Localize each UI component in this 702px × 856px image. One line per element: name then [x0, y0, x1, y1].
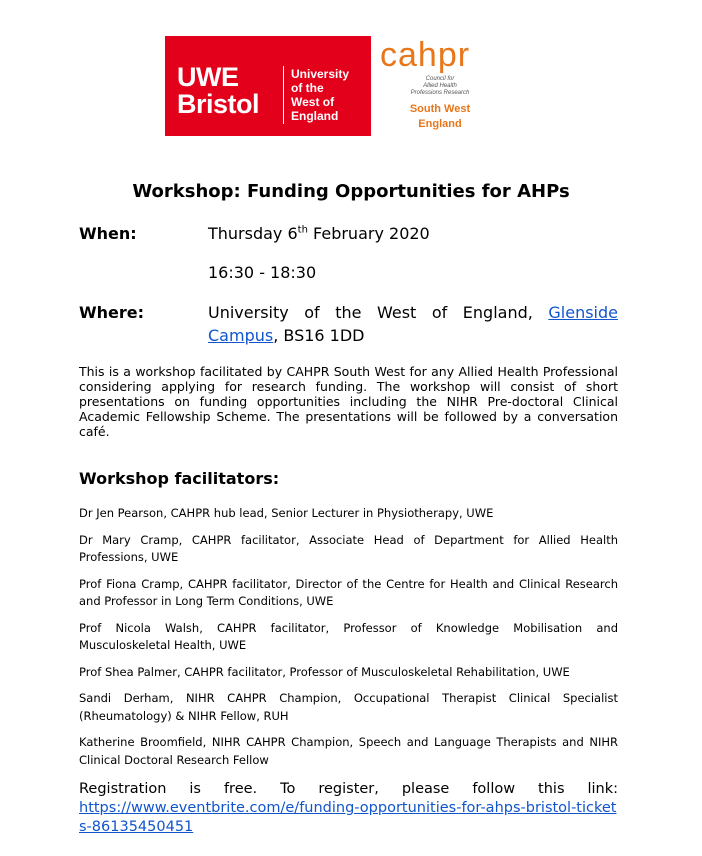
cahpr-logo — [378, 36, 498, 136]
where-postcode: , BS16 1DD — [273, 326, 365, 345]
date-ordinal: th — [297, 224, 308, 236]
uwe-logo-divider — [283, 66, 284, 124]
cahpr-region-line: England — [418, 118, 462, 130]
date-text-rest: February 2020 — [307, 224, 430, 243]
cahpr-subtitle-line: Professions Research — [410, 90, 470, 96]
cahpr-wordmark: cahpr — [380, 36, 471, 74]
facilitator-item: Dr Mary Cramp, CAHPR facilitator, Associate Head of Department for Allied Health Professions, UWE — [79, 532, 618, 564]
where-venue: University of the West of England, — [208, 303, 533, 322]
cahpr-subtitle — [382, 76, 498, 97]
uwe-logo-line1: UWE — [177, 62, 239, 92]
glenside-campus-link-part2[interactable]: Campus — [208, 326, 274, 345]
facilitator-item: Prof Fiona Cramp, CAHPR facilitator, Director of the Centre for Health and Clinical Research and Professor in Long Term Conditions, UWE — [79, 576, 618, 608]
when-label: When: — [79, 224, 137, 243]
where-line-2 — [208, 325, 365, 347]
uwe-university-line: of the — [291, 81, 324, 95]
uwe-bristol-logo — [165, 36, 371, 136]
when-date — [208, 223, 430, 245]
page-title: Workshop: Funding Opportunities for AHPs — [132, 181, 570, 202]
facilitator-item: Dr Jen Pearson, CAHPR hub lead, Senior Lecturer in Physiotherapy, UWE — [79, 506, 494, 520]
uwe-bristol-wordmark — [177, 64, 259, 118]
glenside-campus-link-part1[interactable]: Glenside — [548, 303, 618, 322]
intro-paragraph: This is a workshop facilitated by CAHPR South West for any Allied Health Professional considering applying for research funding. The workshop will consist of short presentations on funding opportunities including the NIHR Pre-doctoral Clinical Academic Fellowship Scheme. The presentations will be followed by a conversation café. — [79, 364, 618, 439]
registration-section — [79, 780, 618, 837]
cahpr-subtitle-line: Council for — [425, 76, 455, 82]
uwe-university-line: West of — [291, 95, 335, 109]
date-text: Thursday 6 — [208, 224, 298, 243]
when-time: 16:30 - 18:30 — [208, 263, 317, 282]
registration-text: Registration is free. To register, please follow this link: — [79, 781, 618, 797]
facilitator-item: Prof Shea Palmer, CAHPR facilitator, Professor of Musculoskeletal Rehabilitation, UWE — [79, 664, 570, 679]
uwe-university-line: University — [291, 67, 350, 81]
cahpr-region-line: South West — [409, 103, 471, 115]
cahpr-subtitle-line: Allied Health — [423, 83, 457, 89]
cahpr-region — [382, 102, 498, 132]
uwe-university-name — [291, 67, 349, 123]
facilitator-item: Prof Nicola Walsh, CAHPR facilitator, Professor of Knowledge Mobilisation and Musculoskeletal Health, UWE — [79, 620, 618, 652]
facilitator-item: Sandi Derham, NIHR CAHPR Champion, Occupational Therapist Clinical Specialist (Rheumatology) & NIHR Fellow, RUH — [79, 691, 618, 723]
facilitators-heading: Workshop facilitators: — [79, 469, 280, 488]
facilitators-list — [79, 505, 618, 778]
registration-link[interactable]: https://www.eventbrite.com/e/funding-opportunities-for-ahps-bristol-tickets-86135450451 — [79, 800, 617, 835]
where-label: Where: — [79, 303, 145, 322]
where-line-1 — [208, 302, 618, 324]
uwe-university-line: England — [291, 109, 339, 123]
facilitator-item: Katherine Broomfield, NIHR CAHPR Champion, Speech and Language Therapists and NIHR Clinical Doctoral Research Fellow — [79, 735, 618, 767]
uwe-logo-line2: Bristol — [177, 89, 260, 119]
